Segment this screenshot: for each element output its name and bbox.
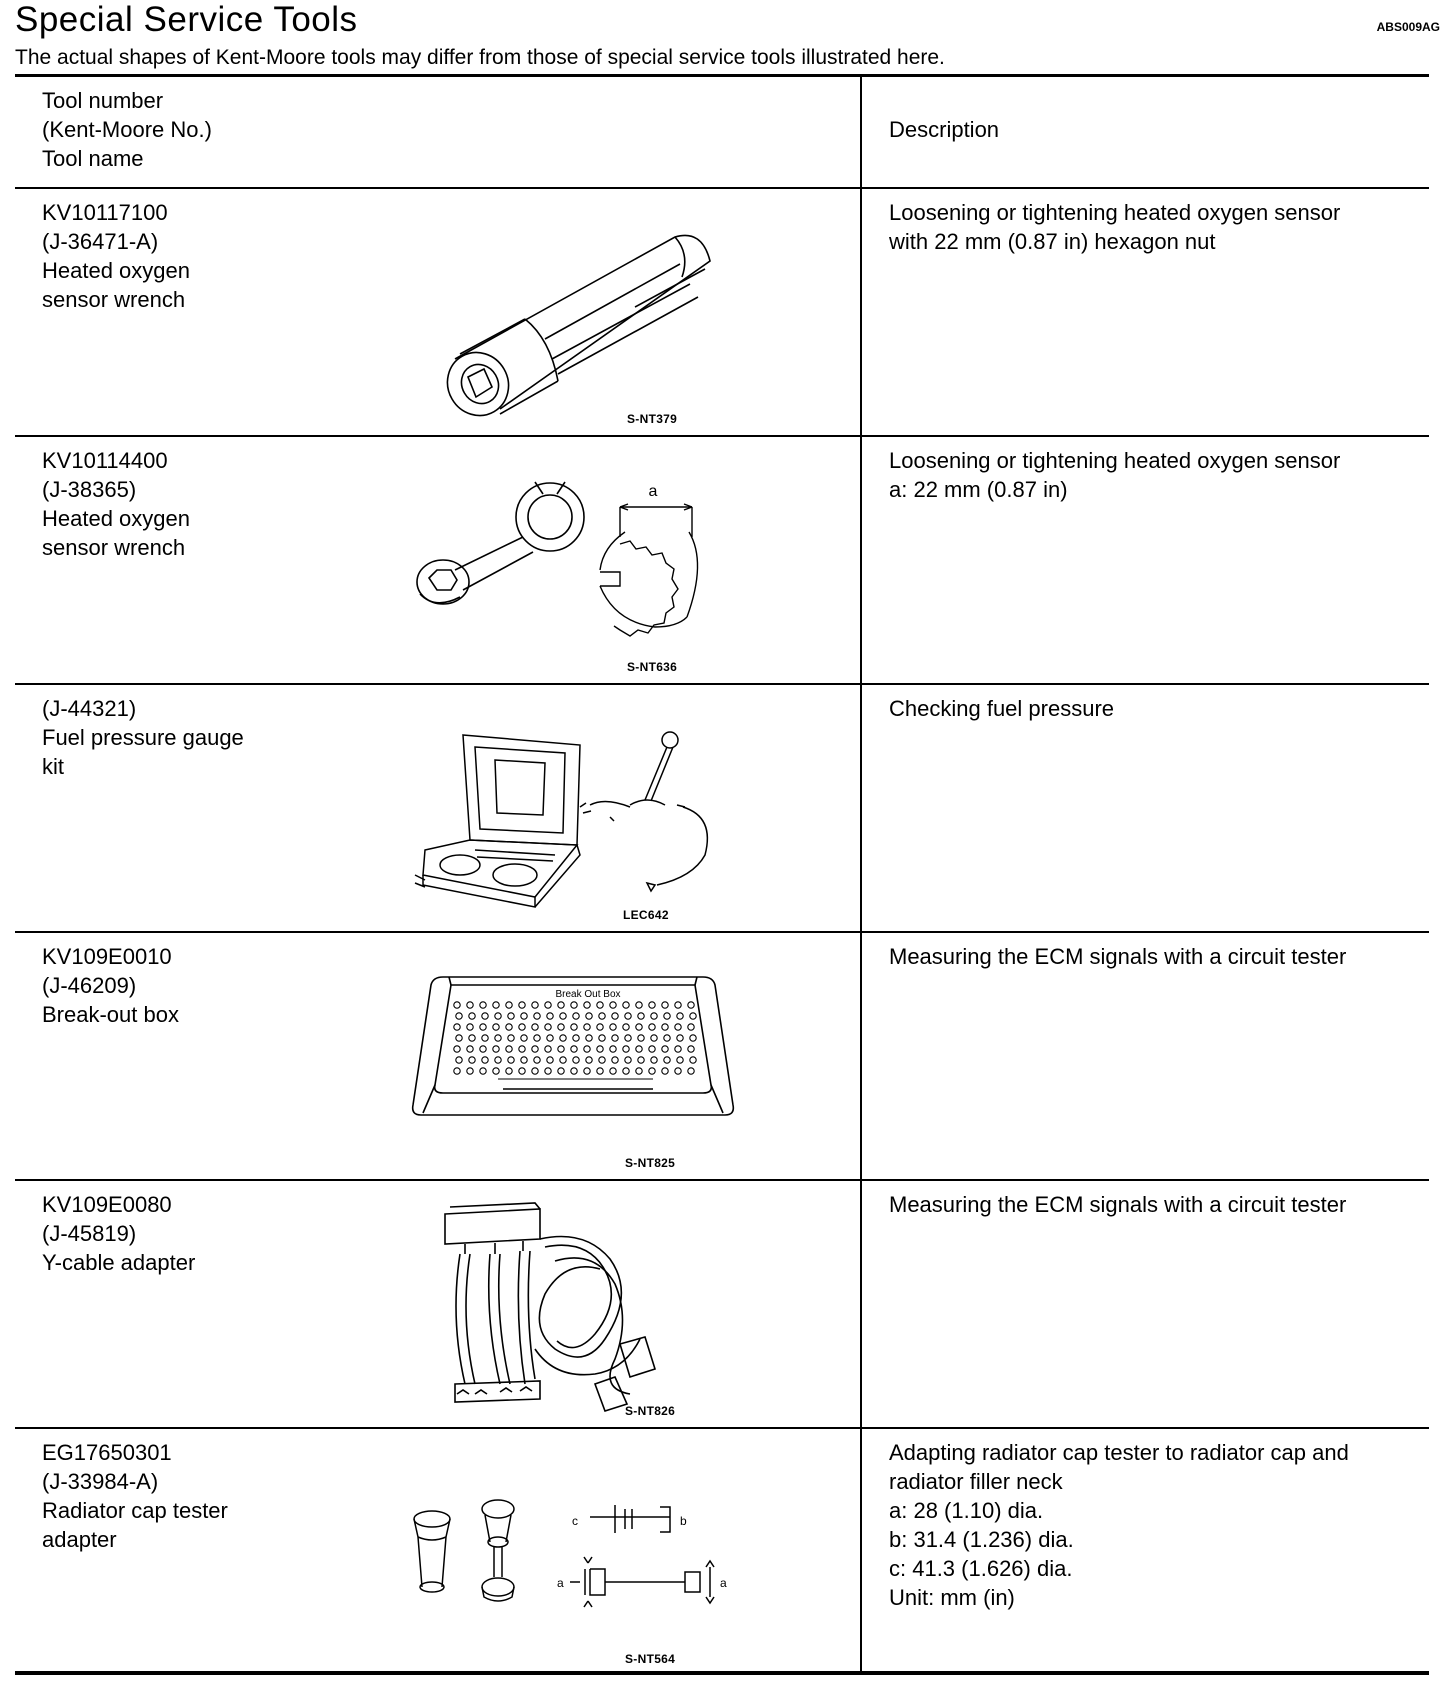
- kent-moore-number: (J-33984-A): [42, 1469, 159, 1494]
- pin-hole: [454, 1002, 460, 1008]
- pin-hole: [625, 1035, 631, 1041]
- pin-hole: [597, 1002, 603, 1008]
- table-row: [15, 1181, 1429, 1429]
- pin-hole: [651, 1035, 657, 1041]
- pin-hole: [677, 1013, 683, 1019]
- description-cell: [889, 198, 1340, 256]
- pin-hole: [662, 1046, 668, 1052]
- pin-hole: [454, 1068, 460, 1074]
- pin-hole: [636, 1068, 642, 1074]
- tool-number: KV10114400: [42, 448, 168, 473]
- header-left-cell: [42, 86, 212, 173]
- pin-hole: [469, 1035, 475, 1041]
- pin-hole: [534, 1013, 540, 1019]
- header-tool-name: Tool name: [42, 146, 144, 171]
- pin-hole: [560, 1057, 566, 1063]
- description-line: Checking fuel pressure: [889, 696, 1115, 721]
- pin-hole: [506, 1002, 512, 1008]
- pin-hole: [636, 1002, 642, 1008]
- pin-hole: [469, 1013, 475, 1019]
- tool-number: KV10117100: [42, 200, 168, 225]
- pin-hole: [519, 1068, 525, 1074]
- pin-hole: [545, 1068, 551, 1074]
- tool-name-line: adapter: [42, 1527, 117, 1552]
- table-row: [15, 189, 1429, 437]
- pin-hole: [599, 1035, 605, 1041]
- pin-hole: [610, 1046, 616, 1052]
- pin-hole: [651, 1013, 657, 1019]
- pin-hole: [532, 1046, 538, 1052]
- pin-hole: [636, 1024, 642, 1030]
- table-row: [15, 933, 1429, 1181]
- tool-name-line: Y-cable adapter: [42, 1250, 196, 1275]
- pin-hole: [675, 1046, 681, 1052]
- pin-hole: [454, 1046, 460, 1052]
- pin-hole: [688, 1002, 694, 1008]
- pin-hole: [521, 1035, 527, 1041]
- pin-hole: [599, 1013, 605, 1019]
- pin-hole: [456, 1057, 462, 1063]
- pin-hole: [571, 1024, 577, 1030]
- pin-hole: [623, 1068, 629, 1074]
- pin-hole: [467, 1002, 473, 1008]
- dimension-label: a: [557, 1576, 564, 1590]
- pin-hole: [545, 1046, 551, 1052]
- description-line: a: 28 (1.10) dia.: [889, 1498, 1044, 1523]
- dimension-label: a: [720, 1576, 727, 1590]
- pin-hole: [545, 1002, 551, 1008]
- oxygen-sensor-socket-wrench-illustration: [440, 209, 760, 414]
- tool-number: KV109E0010: [42, 944, 172, 969]
- pin-hole: [493, 1046, 499, 1052]
- description-cell: [889, 1190, 1346, 1219]
- pin-hole: [480, 1002, 486, 1008]
- pin-hole: [482, 1057, 488, 1063]
- pin-hole: [482, 1035, 488, 1041]
- pin-hole: [521, 1013, 527, 1019]
- dimension-label: a: [648, 483, 658, 500]
- pin-hole: [623, 1046, 629, 1052]
- pin-hole: [599, 1057, 605, 1063]
- tool-cell: [42, 1438, 228, 1554]
- pin-hole: [584, 1024, 590, 1030]
- pin-hole: [508, 1013, 514, 1019]
- pin-hole: [649, 1002, 655, 1008]
- pin-hole: [532, 1002, 538, 1008]
- pin-hole: [493, 1068, 499, 1074]
- kent-moore-number: (J-45819): [42, 1221, 137, 1246]
- pin-hole: [649, 1024, 655, 1030]
- figure-code: S-NT825: [625, 1156, 676, 1170]
- page-title: Special Service Tools: [15, 0, 358, 39]
- header-tool-number: Tool number: [42, 88, 164, 113]
- pin-hole: [506, 1068, 512, 1074]
- pin-hole: [662, 1068, 668, 1074]
- description-cell: [889, 942, 1346, 971]
- tool-cell: [42, 198, 190, 314]
- tool-cell: [42, 694, 244, 781]
- pin-hole: [456, 1035, 462, 1041]
- tool-name-line: kit: [42, 754, 64, 779]
- pin-hole: [612, 1057, 618, 1063]
- pin-hole: [610, 1002, 616, 1008]
- pin-hole: [467, 1068, 473, 1074]
- kent-moore-number: (J-46209): [42, 973, 137, 998]
- tool-name-line: Heated oxygen: [42, 506, 190, 531]
- pin-hole: [584, 1068, 590, 1074]
- kent-moore-number: (J-44321): [42, 696, 137, 721]
- description-line: Unit: mm (in): [889, 1585, 1015, 1610]
- document-code: ABS009AG: [1376, 20, 1440, 34]
- pin-hole: [688, 1024, 694, 1030]
- pin-hole: [558, 1002, 564, 1008]
- figure-code: S-NT826: [625, 1404, 676, 1418]
- header-description: Description: [889, 117, 1000, 142]
- pin-hole: [651, 1057, 657, 1063]
- pin-hole: [480, 1046, 486, 1052]
- pin-hole: [480, 1068, 486, 1074]
- dimension-label: b: [680, 1514, 687, 1528]
- pin-hole: [519, 1024, 525, 1030]
- description-cell: [889, 1438, 1349, 1612]
- kent-moore-number: (J-36471-A): [42, 229, 159, 254]
- table-header-row: [15, 77, 1429, 189]
- pin-hole: [586, 1057, 592, 1063]
- pin-hole: [623, 1002, 629, 1008]
- figure-code: S-NT636: [627, 660, 678, 674]
- pin-hole: [495, 1035, 501, 1041]
- pin-hole: [625, 1013, 631, 1019]
- pin-hole: [597, 1024, 603, 1030]
- description-line: c: 41.3 (1.626) dia.: [889, 1556, 1073, 1581]
- pin-hole: [545, 1024, 551, 1030]
- description-line: b: 31.4 (1.236) dia.: [889, 1527, 1074, 1552]
- pin-hole: [480, 1024, 486, 1030]
- tool-cell: [42, 942, 179, 1029]
- description-line: Adapting radiator cap tester to radiator cap and: [889, 1440, 1349, 1465]
- pin-hole: [534, 1057, 540, 1063]
- pin-hole: [521, 1057, 527, 1063]
- pin-hole: [495, 1013, 501, 1019]
- kent-moore-number: (J-38365): [42, 477, 137, 502]
- pin-hole: [677, 1035, 683, 1041]
- pin-hole: [571, 1002, 577, 1008]
- pin-hole: [610, 1024, 616, 1030]
- pin-hole: [662, 1002, 668, 1008]
- pin-hole: [560, 1013, 566, 1019]
- pin-hole: [508, 1057, 514, 1063]
- pin-hole: [675, 1024, 681, 1030]
- pin-hole: [638, 1035, 644, 1041]
- pin-hole: [495, 1057, 501, 1063]
- pin-hole: [612, 1013, 618, 1019]
- pin-hole: [571, 1046, 577, 1052]
- pin-hole: [467, 1046, 473, 1052]
- tool-cell: [42, 446, 190, 562]
- pin-hole: [532, 1024, 538, 1030]
- pin-hole: [625, 1057, 631, 1063]
- pin-hole: [586, 1035, 592, 1041]
- pin-hole: [649, 1046, 655, 1052]
- pin-hole: [506, 1024, 512, 1030]
- header-kent-moore-no: (Kent-Moore No.): [42, 117, 212, 142]
- pin-hole: [664, 1057, 670, 1063]
- pin-hole: [547, 1013, 553, 1019]
- pin-hole: [534, 1035, 540, 1041]
- pin-hole: [558, 1024, 564, 1030]
- description-line: radiator filler neck: [889, 1469, 1063, 1494]
- pin-hole: [597, 1046, 603, 1052]
- table-row: [15, 437, 1429, 685]
- pin-hole: [558, 1068, 564, 1074]
- description-line: with 22 mm (0.87 in) hexagon nut: [889, 229, 1216, 254]
- pin-hole: [467, 1024, 473, 1030]
- figure-code: S-NT379: [627, 412, 678, 426]
- pin-hole: [532, 1068, 538, 1074]
- pin-hole: [573, 1013, 579, 1019]
- pin-hole: [508, 1035, 514, 1041]
- pin-hole: [547, 1057, 553, 1063]
- pin-hole: [636, 1046, 642, 1052]
- pin-hole: [623, 1024, 629, 1030]
- page-note: The actual shapes of Kent-Moore tools may differ from those of special service tools illustrated here.: [15, 46, 945, 69]
- table-row: [15, 685, 1429, 933]
- pin-hole: [519, 1046, 525, 1052]
- table-row: [15, 1429, 1429, 1671]
- pin-hole: [675, 1002, 681, 1008]
- pin-hole: [690, 1057, 696, 1063]
- description-line: Loosening or tightening heated oxygen sensor: [889, 448, 1341, 473]
- description-line: a: 22 mm (0.87 in): [889, 477, 1068, 502]
- pin-hole: [677, 1057, 683, 1063]
- pin-hole: [688, 1046, 694, 1052]
- pin-hole: [612, 1035, 618, 1041]
- pin-hole: [456, 1013, 462, 1019]
- pin-hole: [547, 1035, 553, 1041]
- pin-hole: [584, 1046, 590, 1052]
- tool-name-line: Heated oxygen: [42, 258, 190, 283]
- pin-hole: [573, 1057, 579, 1063]
- y-cable-adapter-illustration: [445, 1199, 715, 1419]
- dimension-label: c: [572, 1514, 578, 1528]
- pin-hole: [690, 1013, 696, 1019]
- radiator-cap-tester-adapter-illustration: [410, 1497, 740, 1617]
- tool-name-line: Fuel pressure gauge: [42, 725, 244, 750]
- description-cell: [889, 446, 1340, 504]
- tool-name-line: Break-out box: [42, 1002, 179, 1027]
- pin-hole: [558, 1046, 564, 1052]
- figure-code: S-NT564: [625, 1652, 676, 1666]
- pin-hole: [610, 1068, 616, 1074]
- pin-hole: [454, 1024, 460, 1030]
- pin-hole: [560, 1035, 566, 1041]
- pin-hole: [688, 1068, 694, 1074]
- tool-number: KV109E0080: [42, 1192, 172, 1217]
- pin-hole: [469, 1057, 475, 1063]
- pin-hole: [649, 1068, 655, 1074]
- tool-name-line: sensor wrench: [42, 287, 186, 312]
- description-cell: [889, 694, 1114, 723]
- pin-hole: [573, 1035, 579, 1041]
- break-out-box-illustration: [413, 975, 743, 1135]
- description-line: Loosening or tightening heated oxygen sensor: [889, 200, 1341, 225]
- pin-hole: [584, 1002, 590, 1008]
- pin-hole: [662, 1024, 668, 1030]
- pin-hole: [493, 1024, 499, 1030]
- pin-hole: [638, 1013, 644, 1019]
- pin-hole: [571, 1068, 577, 1074]
- pin-hole: [638, 1057, 644, 1063]
- description-line: Measuring the ECM signals with a circuit tester: [889, 944, 1347, 969]
- pin-hole: [519, 1002, 525, 1008]
- tool-name-line: sensor wrench: [42, 535, 186, 560]
- pin-hole: [597, 1068, 603, 1074]
- pin-hole: [675, 1068, 681, 1074]
- box-label: Break Out Box: [555, 989, 621, 1000]
- tool-number: EG17650301: [42, 1440, 172, 1465]
- figure-code: LEC642: [623, 908, 669, 922]
- flare-nut-wrench-illustration: [415, 482, 715, 642]
- pin-hole: [664, 1035, 670, 1041]
- fuel-pressure-gauge-kit-illustration: [415, 725, 735, 905]
- pin-hole: [664, 1013, 670, 1019]
- bottom-rule: [15, 1671, 1429, 1675]
- pin-hole: [690, 1035, 696, 1041]
- pin-hole: [493, 1002, 499, 1008]
- description-line: Measuring the ECM signals with a circuit tester: [889, 1192, 1347, 1217]
- pin-hole: [506, 1046, 512, 1052]
- tool-cell: [42, 1190, 195, 1277]
- pin-hole: [586, 1013, 592, 1019]
- tool-name-line: Radiator cap tester: [42, 1498, 228, 1523]
- pin-hole: [482, 1013, 488, 1019]
